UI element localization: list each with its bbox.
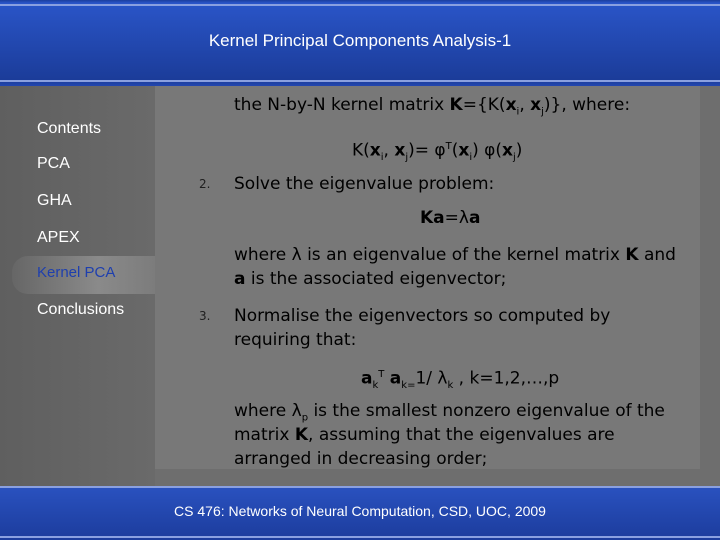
sidebar-item-conclusions[interactable]: Conclusions [37,301,125,318]
sidebar-item-gha[interactable]: GHA [37,192,72,209]
title-bar-top-rule [0,4,720,6]
step-3-number: 3. [199,309,211,323]
footer-top-rule [0,486,720,488]
sidebar-item-label: Kernel PCA [37,264,116,281]
step-3-line-1: Normalise the eigenvectors so computed by [234,306,611,326]
sidebar-item-pca[interactable]: PCA [37,155,70,172]
eigenvalue-description-2: a is the associated eigenvector; [234,269,507,289]
title-bar-bottom-rule [0,80,720,82]
footer-text: CS 476: Networks of Neural Computation, CSD, UOC, 2009 [174,503,546,519]
sidebar-heading: Contents [37,120,102,137]
kernel-definition: $K(x_i$, $x_j)= \varphi^T(x_i)$ $\varphi(x_j)$ [352,140,523,164]
step-2-number: 2. [199,177,211,191]
slide-title: Kernel Principal Components Analysis-1 [208,31,512,50]
sidebar-item-kernel-pca[interactable] [12,256,155,294]
smallest-eigenvalue-line-3: arranged in decreasing order; [234,449,488,469]
step-3-line-2: requiring that: [234,330,357,350]
sidebar-item-apex[interactable]: APEX [37,229,80,246]
footer-bar [0,486,720,540]
smallest-eigenvalue-line-2: matrix K, assuming that the eigenvalues are [234,425,615,445]
title-bar [0,0,720,86]
eigen-equation: Ka=λa [420,208,481,228]
normalization-equation: $a_k^T$ $a_{k=}1/$ $\lambda_k$ , k=1,2,…,p [361,368,560,392]
eigenvalue-description-1: where λ is an eigenvalue of the kernel matrix K and [234,245,676,265]
smallest-eigenvalue-line-1: where $\lambda_p$ is the smallest nonzero eigenvalue of the [234,401,665,424]
kernel-matrix-line: the N-by-N kernel matrix $K=\{K(x_i$, $x_j$)}, where: [234,95,631,118]
footer-bottom-rule [0,536,720,538]
step-2-text: Solve the eigenvalue problem: [234,174,495,194]
